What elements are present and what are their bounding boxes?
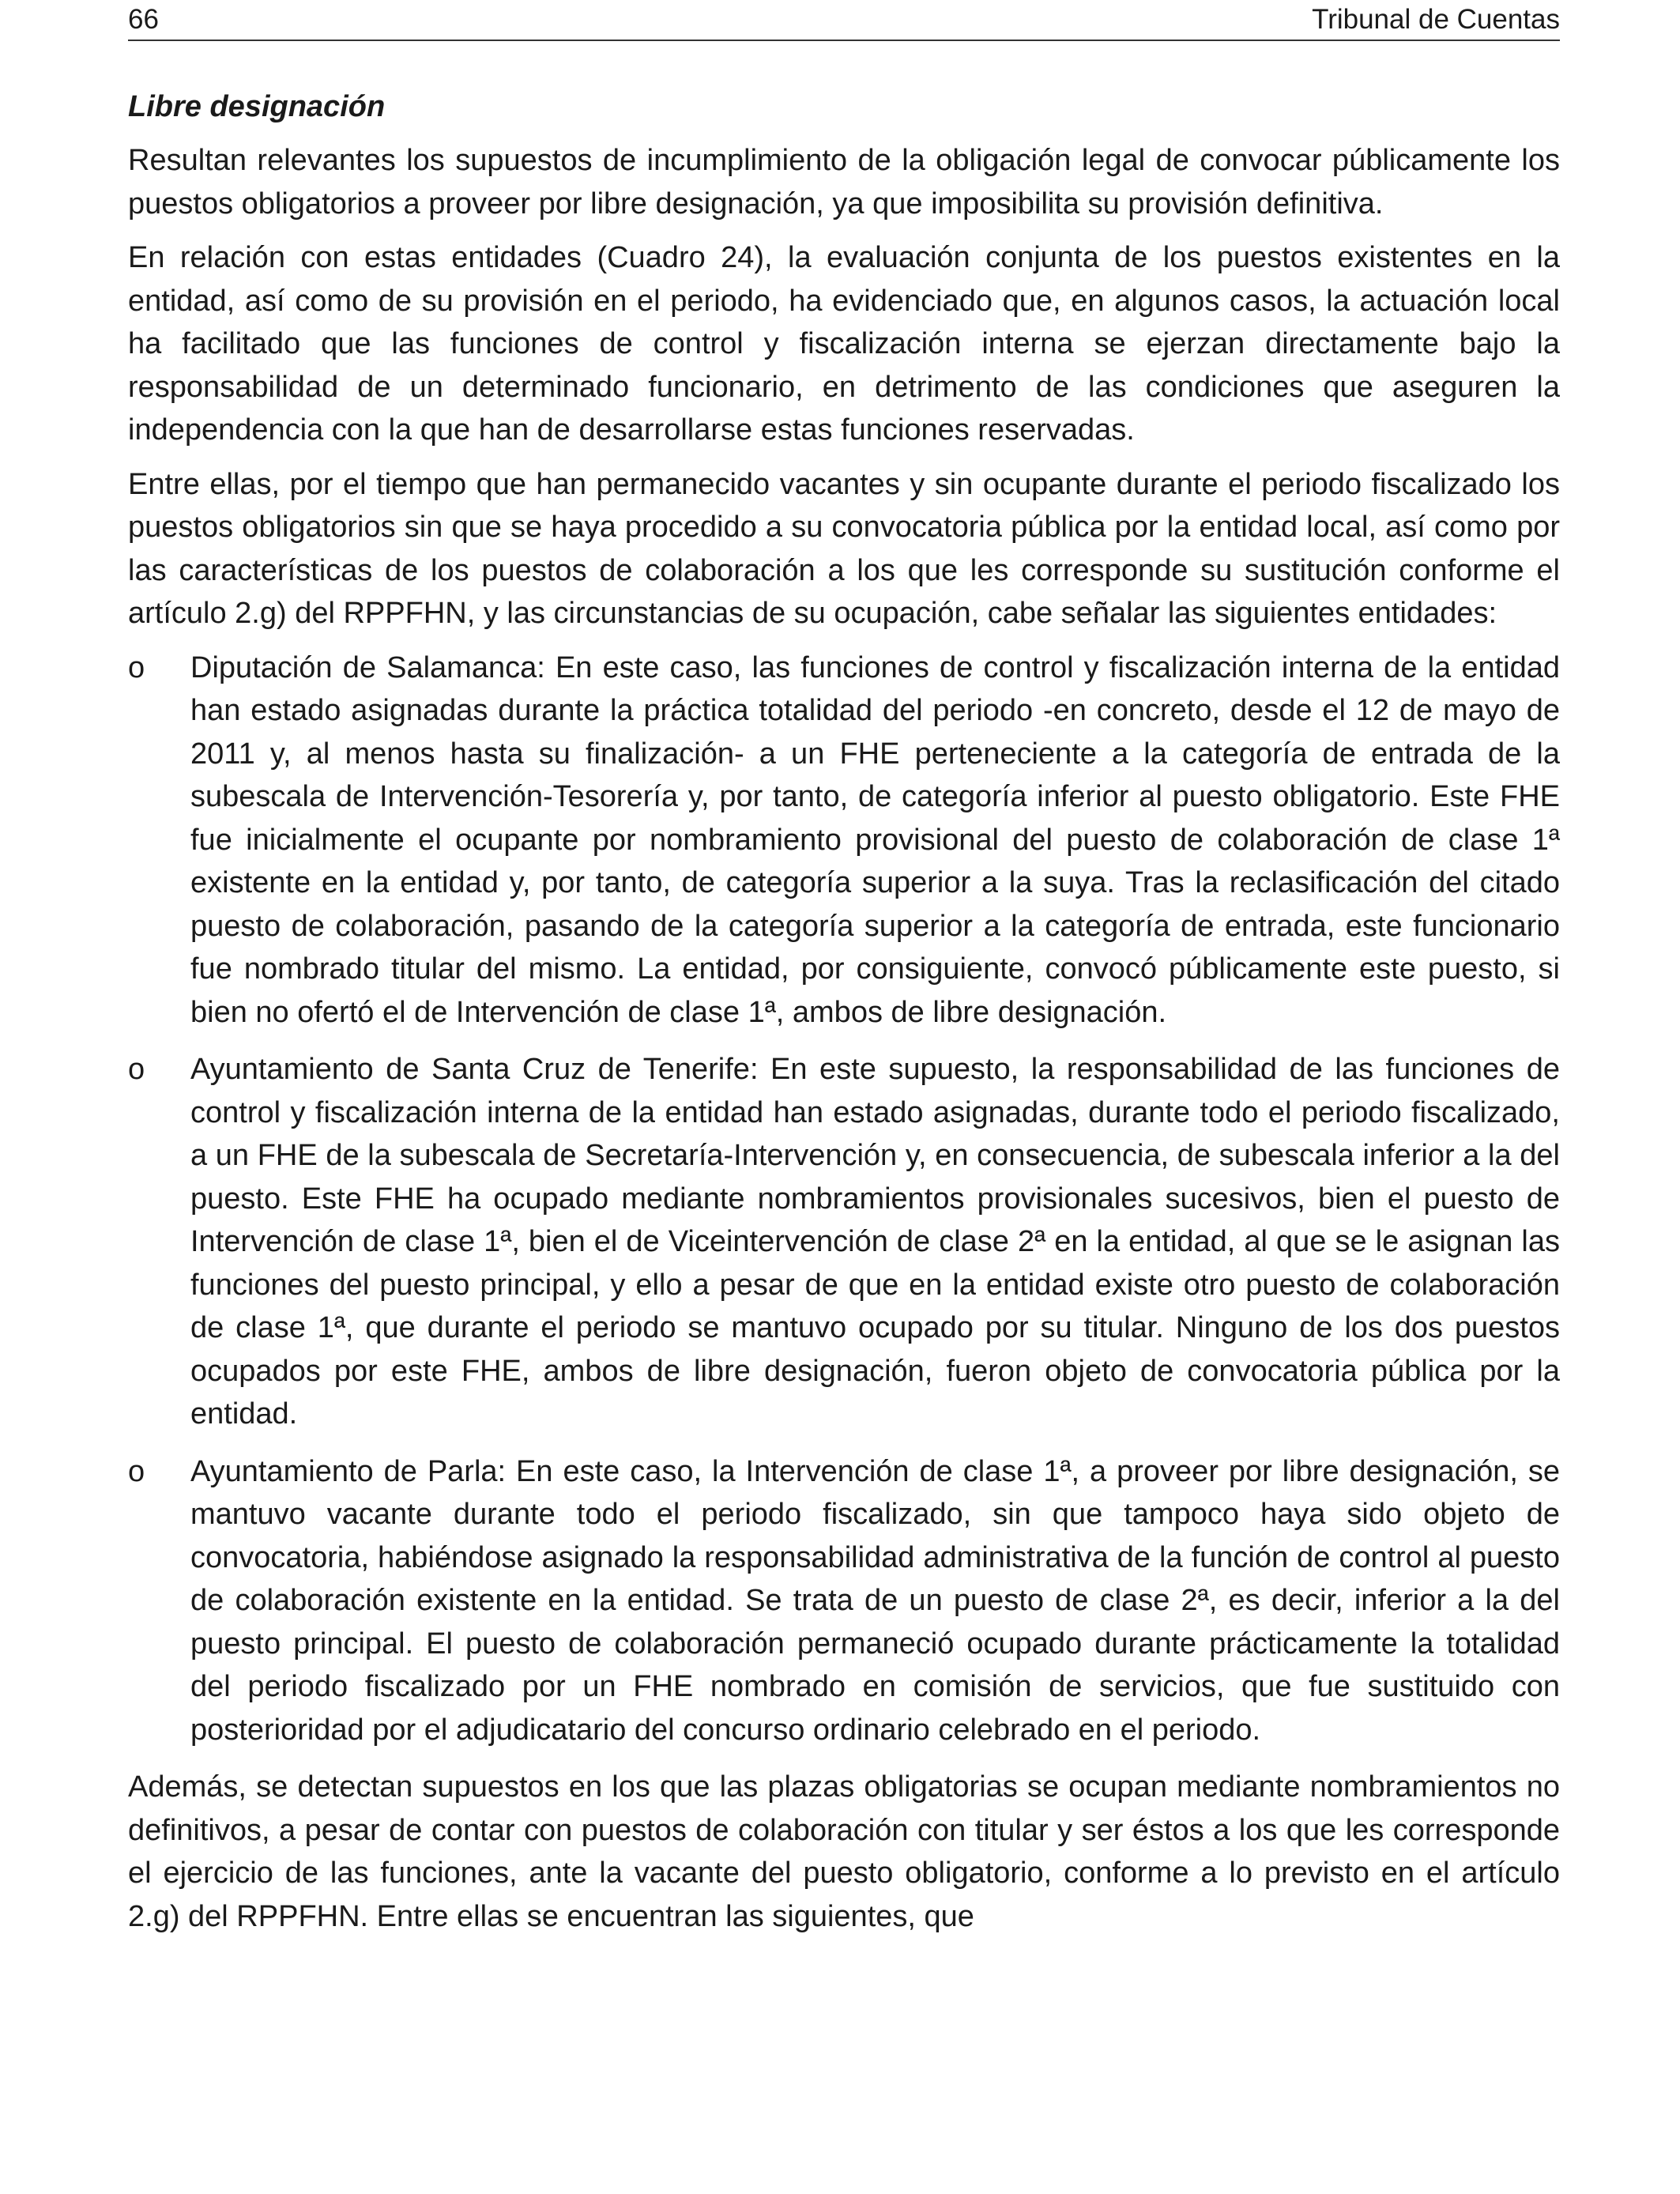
section-heading: Libre designación: [128, 90, 386, 123]
report-name: Tribunal de Cuentas: [1312, 4, 1560, 35]
document-page: [128, 0, 1560, 1938]
paragraph-intro: Resultan relevantes los supuestos de incumplimiento de la obligación legal de convocar públicamente los puestos obligatorios a proveer por libre designación, ya que imposibilita su provisión definitiva.: [128, 144, 1560, 221]
paragraph-evaluation: En relación con estas entidades (Cuadro 24), la evaluación conjunta de los puestos existentes en la entidad, así como de su provisión en el periodo, ha evidenciado que, en algunos casos, la actuación local ha facilitado que las funciones de control y fiscalización interna se ejerzan directamente bajo la responsabilidad de un determinado funcionario, en detrimento de las condiciones que aseguren la independencia con la que han de desarrollarse estas funciones reservadas.: [128, 241, 1560, 447]
list-item: [128, 647, 1560, 1035]
bullet-marker: o: [128, 1053, 145, 1086]
bullet-marker: o: [128, 1454, 145, 1488]
paragraph-conclusion: Además, se detectan supuestos en los que las plazas obligatorias se ocupan mediante nombramientos no definitivos, a pesar de contar con puestos de colaboración con titular y ser éstos a los que les corresponde el ejercicio de las funciones, ante la vacante del puesto obligatorio, conforme a lo previsto en el artículo 2.g) del RPPFHN. Entre ellas se encuentran las siguientes, que: [128, 1770, 1560, 1933]
list-item-text: Ayuntamiento de Santa Cruz de Tenerife: En este supuesto, la responsabilidad de las funciones de control y fiscalización interna de la entidad han estado asignadas, durante todo el periodo fiscalizado, a un FHE de la subescala de Secretaría-Intervención y, en consecuencia, de subescala inferior a la del puesto. Este FHE ha ocupado mediante nombramientos provisionales sucesivos, bien el puesto de Intervención de clase 1ª, bien el de Viceintervención de clase 2ª en la entidad, al que se le asignan las funciones del puesto principal, y ello a pesar de que en la entidad existe otro puesto de colaboración de clase 1ª, que durante el periodo se mantuvo ocupado por su titular. Ninguno de los dos puestos ocupados por este FHE, ambos de libre designación, fueron objeto de convocatoria pública por la entidad.: [190, 1053, 1560, 1431]
list-item: [128, 1450, 1560, 1752]
list-item-text: Diputación de Salamanca: En este caso, las funciones de control y fiscalización interna de la entidad han estado asignadas durante la práctica totalidad del periodo -en concreto, desde el 12 de mayo de 2011 y, al menos hasta su finalización- a un FHE perteneciente a la categoría de entrada de la subescala de Intervención-Tesorería y, por tanto, de categoría inferior al puesto obligatorio. Este FHE fue inicialmente el ocupante por nombramiento provisional del puesto de colaboración de clase 1ª existente en la entidad y, por tanto, de categoría superior a la suya. Tras la reclasificación del citado puesto de colaboración, pasando de la categoría superior a la categoría de entrada, este funcionario fue nombrado titular del mismo. La entidad, por consiguiente, convocó públicamente este puesto, si bien no ofertó el de Intervención de clase 1ª, ambos de libre designación.: [190, 650, 1560, 1029]
page-header: [128, 0, 1560, 41]
list-item: [128, 1048, 1560, 1436]
list-item-text: Ayuntamiento de Parla: En este caso, la Intervención de clase 1ª, a proveer por libre designación, se mantuvo vacante durante todo el periodo fiscalizado, sin que tampoco haya sido objeto de convocatoria, habiéndose asignado la responsabilidad administrativa de la función de control al puesto de colaboración existente en la entidad. Se trata de un puesto de clase 2ª, es decir, inferior a la del puesto principal. El puesto de colaboración permaneció ocupado durante prácticamente la totalidad del periodo fiscalizado por un FHE nombrado en comisión de servicios, que fue sustituido con posterioridad por el adjudicatario del concurso ordinario celebrado en el periodo.: [190, 1454, 1560, 1747]
page-number: 66: [128, 4, 159, 35]
bullet-marker: o: [128, 650, 145, 684]
entity-list: [128, 647, 1560, 1752]
paragraph-entities: Entre ellas, por el tiempo que han permanecido vacantes y sin ocupante durante el periodo fiscalizado los puestos obligatorios sin que se haya procedido a su convocatoria pública por la entidad local, así como por las características de los puestos de colaboración a los que les corresponde su sustitución conforme el artículo 2.g) del RPPFHN, y las circunstancias de su ocupación, cabe señalar las siguientes entidades:: [128, 467, 1560, 630]
